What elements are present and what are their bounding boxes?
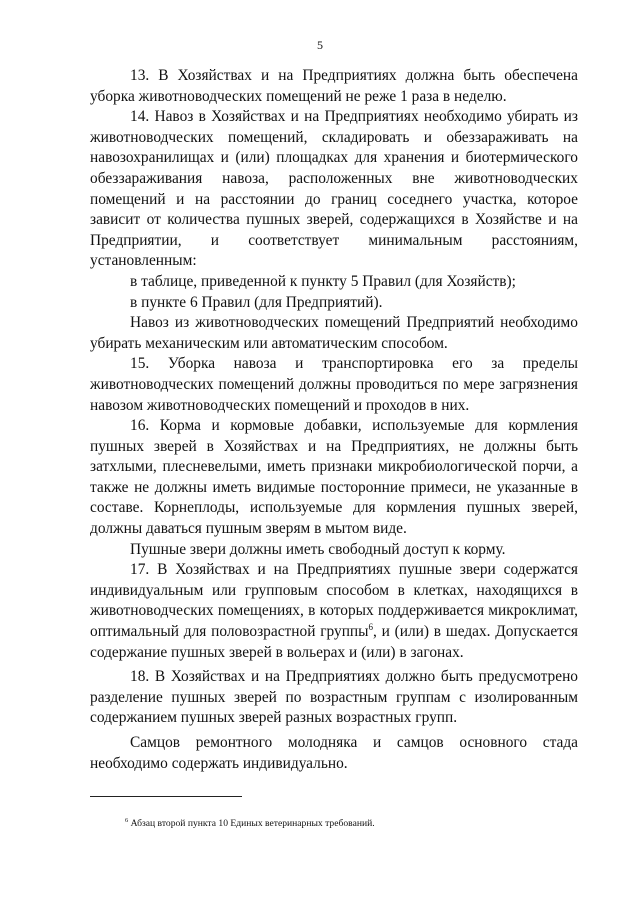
footnote-text: Абзац второй пункта 10 Единых ветеринарных требований. [128,818,375,829]
paragraph-14-manure-removal: Навоз из животноводческих помещений Предприятий необходимо убирать механическим или автоматическим способом. [90,314,578,352]
paragraph-13: 13. В Хозяйствах и на Предприятиях должна быть обеспечена уборка животноводческих помещений не реже 1 раза в неделю. [90,67,578,105]
paragraph-18: 18. В Хозяйствах и на Предприятиях должно быть предусмотрено разделение пушных зверей по возрастным группам с изолированным содержанием пушных зверей разных возрастных групп. [90,668,578,727]
paragraph-14-item-1: в таблице, приведенной к пункту 5 Правил (для Хозяйств); [130,272,516,290]
paragraph-17-text-start: 17. В Хозяйствах и на Предприятиях пушные звери содержатся индивидуальным или групповым способом в клетках, находящихся в животноводческих помещениях, в которых поддерживается микроклимат, оптимальный для половозрастной группы [90,561,578,641]
paragraph-16-feed-access: Пушные звери должны иметь свободный доступ к корму. [130,540,506,558]
paragraph-15: 15. Уборка навоза и транспортировка его за пределы животноводческих помещений должны проводиться по мере загрязнения навозом животноводческих помещений и проходов в них. [90,355,578,414]
page-number: 5 [317,38,323,52]
paragraph-14: 14. Навоз в Хозяйствах и на Предприятиях необходимо убирать из животноводческих помещений, складировать и обеззараживать на навозохранилищах и (или) площадках для хранения и биотермического обеззараживания навоза, расположенных вне животноводческих помещений и на расстоянии до границ соседнего участка, которое зависит от количества пушных зверей, содержащихся в Хозяйстве и на Предприятии, и соответствует минимальным расстояниям, установленным: [90,108,578,270]
document-body [90,66,578,774]
paragraph-16: 16. Корма и кормовые добавки, используемые для кормления пушных зверей в Хозяйствах и на Предприятиях, не должны быть затхлыми, плесневелыми, иметь признаки микробиологической порчи, а также не должны иметь видимые посторонние примеси, не указанные в составе. Корнеплоды, используемые для кормления пушных зверей, должны даваться пушным зверям в мытом виде. [90,417,578,538]
paragraph-14-item-2: в пункте 6 Правил (для Предприятий). [130,293,383,311]
footnote [125,818,575,830]
paragraph-18-males: Самцов ремонтного молодняка и самцов основного стада необходимо содержать индивидуально. [90,734,578,772]
paragraph-17 [90,560,578,663]
footnote-reference[interactable]: 6 [368,621,374,632]
paragraph-17-text-end: , и (или) в шедах. Допускается содержание пушных зверей в вольерах и (или) в загонах. [90,623,578,661]
footnote-mark: 6 [125,816,129,824]
footnote-divider [90,796,242,797]
